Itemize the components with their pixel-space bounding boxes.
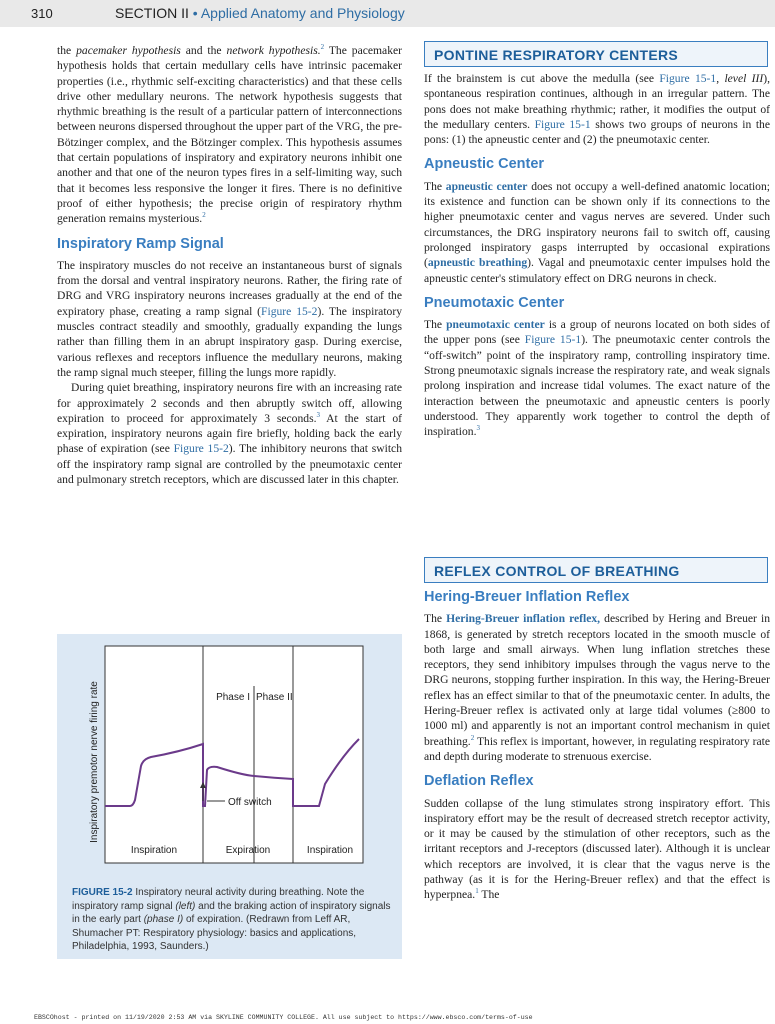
phase-1-label: Phase I [216,692,250,703]
citation[interactable]: 2 [470,733,475,742]
print-footer: EBSCOhost - printed on 11/19/2020 2:53 AM via SKYLINE COMMUNITY COLLEGE. All use subject to https://www.ebsco.com/terms-of-use [34,1014,533,1021]
heading-hering-breuer: Hering-Breuer Inflation Reflex [424,589,630,605]
keyword: Hering-Breuer inflation reflex, [446,612,601,626]
left-column [57,43,402,487]
figure-link[interactable]: Figure 15-1 [659,72,717,85]
figure-link[interactable]: Figure 15-1 [524,333,582,347]
y-axis-label: Inspiratory premotor nerve firing rate [89,681,100,843]
inspiration-left-label: Inspiration [130,845,178,856]
keyword: pneumotaxic center [446,318,545,332]
firing-rate-diagram [57,634,402,884]
right-column-top [424,71,770,440]
figure-number: FIGURE 15-2 [72,887,133,898]
paragraph-ramp-signal: The inspiratory muscles do not receive an instantaneous burst of signals from the dorsal and ventral inspiratory neurons. Rather, the firing rate of DRG and VRG inspiratory neurons increases gradually at the end of the expiratory phase, creating a ramp signal (Figure 15-2). The inspiratory muscles contract steadily and smoothly, gradually expanding the lungs rather than filling them in an abrupt inspiratory gasp. During exercise, various reflexes and receptors influence the medullary neurons, making the ramp signal much steeper, filling the lungs more rapidly. [57,258,403,379]
phase-2-label: Phase II [256,692,293,703]
paragraph-pneumotaxic: The pneumotaxic center is a group of neurons located on both sides of the upper pons (see Figure 15-1). The pneumotaxic center controls the “off-switch” point of the inspiratory ramp, controlling inspiratory time. Strong pneumotaxic signals increase the respiratory rate, and weak signals prolong inspiration and increase tidal volumes. The exact nature of the interaction between the pneumotaxic and apneustic centers is poorly understood. They apparently work together to control the depth of inspiration.$^3$ [424,318,770,439]
right-column-bottom [424,584,770,903]
section-subject: Applied Anatomy and Physiology [200,5,405,21]
figure-link[interactable]: Figure 15-1 [534,117,591,131]
citation[interactable]: 2 [320,43,325,52]
section-title [115,5,405,21]
box-heading-pontine-centers: PONTINE RESPIRATORY CENTERS [424,41,768,67]
heading-pneumotaxic-center: Pneumotaxic Center [424,294,565,311]
section-bullet: • [192,5,198,21]
keyword: apneustic center [445,179,528,193]
keyword: apneustic breathing [427,256,528,270]
paragraph-hering-breuer: The Hering-Breuer inflation reflex, described by Hering and Breuer in 1868, is generated by stretch receptors located in the smooth muscle of both large and small airways. When lung inflation stretches these receptors, they send inhibitory impulses through the vagus nerve to the DRG neurons, stopping further inspiration. In this way, the Hering-Breuer reflex has an effect similar to that of the pneumotaxic center. In adults, the Hering-Breuer reflex is activated only at large tidal volumes (≥800 to 1000 ml) and apparently is not an important control mechanism in quiet breathing.$^2$ This reflex is important, however, in regulating respiratory rate and depth during moderate to strenuous exercise. [424,612,770,763]
figure-15-2 [57,634,402,959]
paragraph-quiet-breathing: During quiet breathing, inspiratory neurons fire with an increasing rate for approximately 2 seconds and then abruptly switch off, allowing expiration to proceed for approximately 3 seconds.$^3$ At the start of expiration, inspiratory neurons again fire briefly, holding back the early phase of expiration (see Figure 15-2). The inhibitory neurons that switch off the inspiratory ramp signal are controlled by the pneumotaxic center and pulmonary stretch receptors, which are discussed later in this chapter. [57,381,402,487]
paragraph-hypotheses: the pacemaker hypothesis and the network hypothesis.$^2$ The pacemaker hypothesis holds that certain medullary cells have intrinsic pacemaker properties (i.e., rhythmic self-exciting characteristics) and that these cells drive other medullary neurons. The network hypothesis suggests that rhythmic breathing is the result of a particular pattern of interconnections between neurons dispersed throughout the upper part of the VRG, the pre-Bötzinger complex, and the Bötzinger complex. This hypothesis assumes that certain populations of inspiratory and expiratory neurons inhibit one another and that one of the neuron types fires in a self-limiting way, such that it becomes less responsive the longer it fires. There is no definitive proof of either hypothesis; the precise origin of respiratory rhythm generation remains mysterious.$^2$ [57,43,403,226]
figure-caption: FIGURE 15-2 Inspiratory neural activity during breathing. Note the inspiratory ramp signal (left) and the braking action of inspiratory signals in the early part (phase I) of expiration. (Redrawn from Leff AR, Shumacher PT: Respiratory physiology: basics and applications, Philadelphia, 1993, Saunders.) [72,887,391,953]
off-switch-label: Off switch [228,797,272,808]
inspiration-right-label: Inspiration [306,845,354,856]
figure-link[interactable]: Figure 15-2 [173,442,229,456]
box-heading-reflex-control: REFLEX CONTROL OF BREATHING [424,557,768,583]
plot-area [105,646,363,863]
heading-apneustic-center: Apneustic Center [424,156,545,173]
figure-link[interactable]: Figure 15-2 [261,304,318,318]
page-number: 310 [31,6,53,21]
heading-inspiratory-ramp: Inspiratory Ramp Signal [57,235,224,252]
paragraph-deflation: Sudden collapse of the lung stimulates strong inspiratory effort. This inspiratory effort may be the result of decreased stretch receptor activity, or it may be caused by the stimulation of other receptors, such as the irritant receptors and J-receptors (discussed later). Although it is unclear which receptors are involved, it is clear that the vagus nerve is the pathway (as it is for the Hering-Breuer reflex) and that the effect is hyperpnea.$^1$ The [424,796,770,902]
running-header [0,0,775,27]
expiration-label: Expiration [225,845,271,856]
citation[interactable]: 2 [202,211,206,220]
heading-deflation-reflex: Deflation Reflex [424,773,534,790]
citation[interactable]: 3 [316,410,320,419]
section-label: SECTION II [115,5,189,21]
citation[interactable]: 1 [475,887,479,896]
paragraph-pontine: If the brainstem is cut above the medulla (see Figure 15-1, level III), spontaneous respiration continues, although in an irregular pattern. The pons does not make breathing rhythmic; rather, it modifies the output of the medullary centers. Figure 15-1 shows two groups of neurons in the pons: (1) the apneustic center and (2) the pneumotaxic center. [424,72,770,147]
citation[interactable]: 3 [476,424,480,433]
paragraph-apneustic: The apneustic center does not occupy a well-defined anatomic location; its existence and function can be shown only if its connections to the higher pneumotaxic center and vagus nerves are severed. Under such circumstances, the DRG inspiratory neurons fail to switch off, causing prolonged inspiratory gasps interrupted by occasional expirations (apneustic breathing). Vagal and pneumotaxic center impulses hold the apneustic center's stimulatory effect on DRG neurons in check. [424,179,770,285]
